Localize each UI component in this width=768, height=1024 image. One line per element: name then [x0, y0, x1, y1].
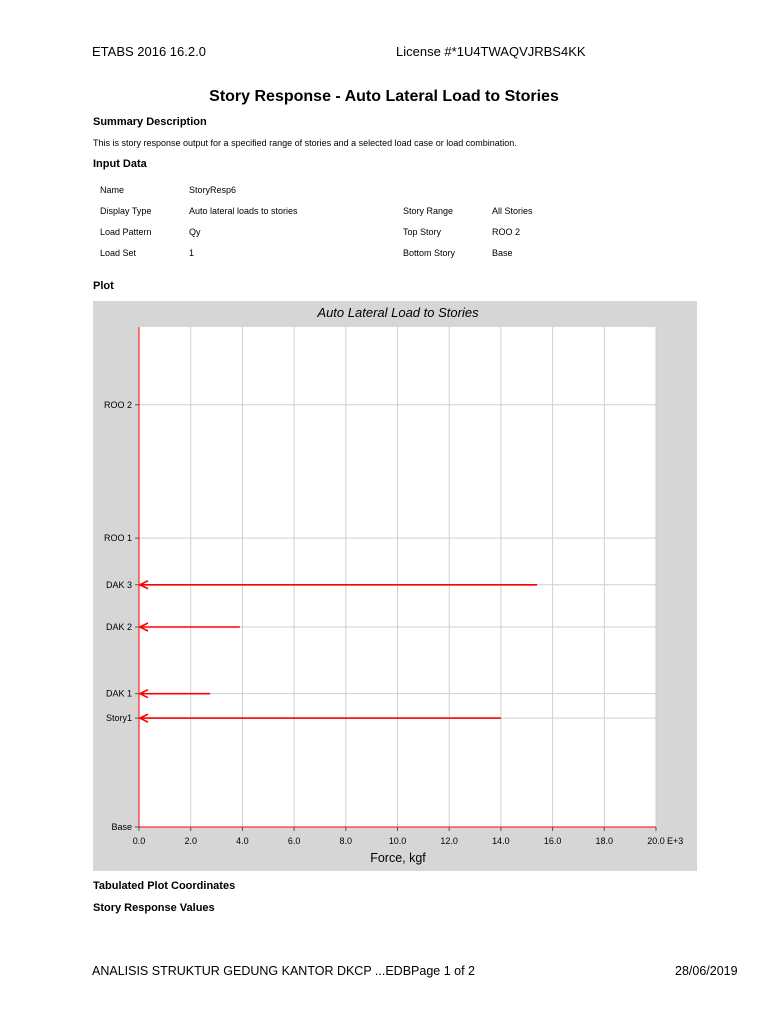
plot-heading: Plot [93, 280, 114, 292]
input-value-display-type: Auto lateral loads to stories [189, 206, 298, 216]
tabulated-heading: Tabulated Plot Coordinates [93, 880, 236, 892]
story-label: Story1 [105, 713, 132, 724]
values-heading: Story Response Values [93, 902, 215, 914]
input-data-heading: Input Data [93, 158, 147, 170]
story-label: Base [111, 822, 132, 832]
x-tick-label: 20.0 [647, 836, 665, 846]
story-label: ROO 1 [103, 533, 132, 544]
input-label-top-story: Top Story [403, 227, 442, 237]
x-tick-label: 10.0 [388, 836, 407, 846]
chart-canvas [93, 301, 697, 871]
chart-title: Auto Lateral Load to Stories [317, 305, 479, 320]
input-label-display-type: Display Type [100, 206, 152, 216]
summary-heading: Summary Description [93, 116, 207, 128]
story-label: DAK 3 [105, 579, 132, 590]
input-value-load-set: 1 [189, 248, 195, 258]
license-number: License #*1U4TWAQVJRBS4KK [396, 44, 586, 59]
footer-page: Page 1 of 2 [411, 964, 475, 978]
footer-filename [92, 964, 475, 978]
footer-file: ANALISIS STRUKTUR GEDUNG KANTOR DKCP ...EDB [92, 964, 412, 978]
input-value-name: StoryResp6 [189, 185, 237, 195]
story-response-chart [93, 301, 697, 871]
input-value-bottom-story: Base [492, 248, 513, 258]
input-label-name: Name [100, 185, 125, 195]
input-value-load-pattern: Qy [189, 227, 201, 237]
input-label-load-pattern: Load Pattern [100, 227, 152, 237]
page-title: Story Response - Auto Lateral Load to Stories [209, 88, 559, 105]
x-tick-label: 8.0 [339, 836, 353, 846]
story-label: DAK 1 [105, 688, 132, 699]
x-tick-label: 6.0 [287, 836, 301, 846]
input-value-top-story: ROO 2 [492, 227, 521, 237]
x-tick-label: 0.0 [132, 836, 146, 846]
story-label: DAK 2 [105, 622, 132, 632]
x-tick-label: 18.0 [595, 836, 614, 846]
x-tick-label: 4.0 [236, 836, 249, 846]
story-label: ROO 2 [103, 399, 132, 410]
input-value-story-range: All Stories [492, 206, 533, 216]
x-tick-label: 16.0 [543, 836, 562, 846]
footer-date: 28/06/2019 [675, 964, 738, 978]
x-tick-label: 12.0 [440, 836, 458, 846]
x-axis-label: Force, kgf [370, 851, 426, 865]
x-axis-exponent: E+3 [667, 836, 684, 846]
input-label-load-set: Load Set [100, 248, 137, 258]
input-label-story-range: Story Range [403, 206, 454, 216]
summary-text: This is story response output for a specified range of stories and a selected load case or load combination. [93, 138, 517, 148]
app-version: ETABS 2016 16.2.0 [92, 44, 206, 59]
x-tick-label: 2.0 [184, 836, 197, 846]
x-tick-label: 14.0 [492, 836, 510, 846]
input-label-bottom-story: Bottom Story [403, 248, 456, 258]
